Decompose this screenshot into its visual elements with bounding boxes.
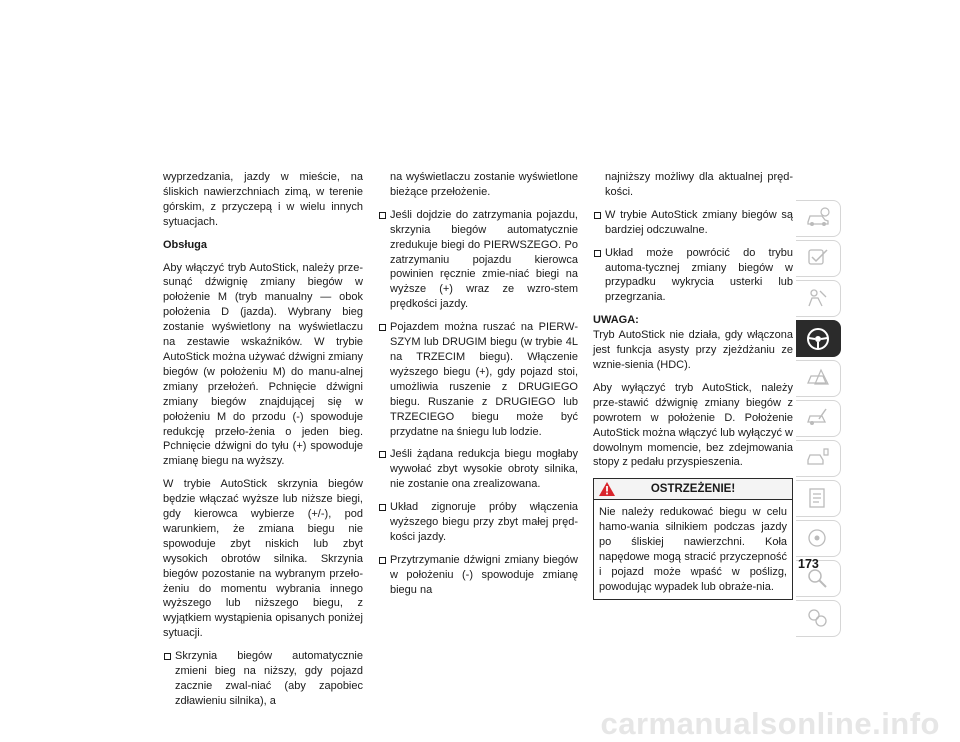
- tab-specifications[interactable]: [796, 480, 841, 517]
- bullet-item: [378, 553, 578, 598]
- bullet-square-icon: [594, 212, 601, 219]
- note-text: Tryb AutoStick nie działa, gdy włączona jest funkcja asysty przy zjeżdżaniu ze wznie-sienia (HDC).: [593, 329, 793, 371]
- maintenance-icon: [806, 447, 830, 469]
- bullet-item: [378, 500, 578, 545]
- car-info-icon: [806, 207, 830, 229]
- page-number: 173: [798, 557, 819, 571]
- tab-car-info[interactable]: [796, 200, 841, 237]
- tab-safety[interactable]: [796, 280, 841, 317]
- warning-text: Nie należy redukować biegu w celu hamo-wania silnikiem podczas jazdy po śliskiej nawierzchni. Koła napędowe mogą stracić przyczepność i pojazd może wpaść w poślizg, powodując wypadek lub obraże-nia.: [599, 506, 787, 593]
- language-icon: [806, 607, 830, 629]
- bullet-text: Jeśli żądana redukcja biegu mogłaby wywołać zbyt wysokie obroty silnika, nie zostanie ona zrealizowana.: [390, 448, 578, 491]
- bullet-item: [163, 649, 363, 709]
- tab-warning-lights[interactable]: [796, 360, 841, 397]
- bullet-square-icon: [164, 653, 171, 660]
- bullet-text: Pojazdem można ruszać na PIERW-SZYM lub DRUGIM biegu (w trybie 4L na TRZECIM biegu). Włączenie wyższego biegu (+), gdy pojazd stoi, umożliwia ruszenie z DRUGIEGO biegu. Ruszanie z DRUGIEGO lub TRZECIEGO biegu może być przydatne na śniegu lub lodzie.: [390, 321, 578, 438]
- bullet-item: [378, 208, 578, 312]
- bullet-square-icon: [379, 504, 386, 511]
- paragraph: Aby wyłączyć tryb AutoStick, należy prze-stawić dźwignię zmiany biegów z powrotem w położenie D. Położenie AutoStick można włączyć lub wyłączyć w dowolnym momencie, bez zdejmowania stopy z pedału przyspieszenia.: [593, 381, 793, 469]
- specs-icon: [806, 487, 830, 509]
- tab-languages[interactable]: [796, 600, 841, 637]
- warning-box: [593, 478, 793, 599]
- bullet-text: W trybie AutoStick zmiany biegów są bardziej odczuwalne.: [605, 208, 793, 236]
- column-1: [163, 170, 363, 717]
- bullet-item: [593, 246, 793, 306]
- bullet-item: [378, 320, 578, 439]
- paragraph: Aby włączyć tryb AutoStick, należy prze-sunąć dźwignię zmiany biegów w położenie M (tryb manualny — obok położenia D (jazda). Wybrany bieg zostanie wyświetlony na wyświetlaczu na zestawie wskaźników. W trybie AutoStick można używać dźwigni zmiany biegów (w położeniu M) do manu-alnej zmiany przełożeń. Pchnięcie dźwigni zmiany biegów znajdującej się w położeniu M do przodu (-) spowoduje redukcję przeło-żenia o jeden bieg. Pchnięcie dźwigni do tyłu (+) spowoduje zmianę biegu na wyższy.: [163, 261, 363, 468]
- warning-light-icon: [806, 367, 830, 389]
- tab-maintenance[interactable]: [796, 440, 841, 477]
- tab-starting-and-operating[interactable]: [796, 320, 841, 357]
- warning-triangle-icon: [598, 481, 616, 497]
- tab-controls[interactable]: [796, 240, 841, 277]
- controls-icon: [806, 247, 830, 269]
- bullet-text: Układ zignoruje próby włączenia wyższego biegu przy zbyt małej pręd-kości jazdy.: [390, 501, 578, 543]
- steering-wheel-icon: [806, 327, 830, 351]
- tab-service[interactable]: [796, 400, 841, 437]
- paragraph: wyprzedzania, jazdy w mieście, na śliskich nawierzchniach zimą, w terenie górskim, z przyczepą i w wielu innych sytuacjach.: [163, 171, 363, 228]
- section-heading: Obsługa: [163, 238, 208, 251]
- warning-header: [594, 479, 792, 500]
- column-3: [593, 170, 793, 600]
- bullet-item: [593, 208, 793, 238]
- safety-icon: [806, 287, 830, 309]
- bullet-text: Układ może powrócić do trybu automa-tycznej zmiany biegów w przypadku wykrycia usterki lub przegrzania.: [605, 246, 793, 304]
- multimedia-icon: [806, 527, 830, 549]
- paragraph: W trybie AutoStick skrzynia biegów będzie włączać wyższe lub niższe biegi, gdy kierowca wybierze (+/-), pod warunkiem, że zmiana biegu nie spowoduje zbyt niskich lub zbyt wysokich obrotów silnika. Skrzynia biegów pozostanie na wybranym przeło-żeniu do momentu wybrania innego wyższego lub niższego biegu, z wyjątkiem wystąpienia opisanych poniżej sytuacji.: [163, 478, 363, 640]
- tab-multimedia[interactable]: [796, 520, 841, 557]
- bullet-square-icon: [379, 324, 386, 331]
- bullet-item: [378, 447, 578, 492]
- warning-title: OSTRZEŻENIE!: [650, 483, 736, 496]
- bullet-square-icon: [379, 451, 386, 458]
- bullet-text: Przytrzymanie dźwigni zmiany biegów w położeniu (-) spowoduje zmianę biegu na: [390, 553, 578, 596]
- watermark: carmanualsonline.info: [600, 706, 940, 741]
- bullet-text: Jeśli dojdzie do zatrzymania pojazdu, skrzynia biegów automatycznie zredukuje biegi do PIERWSZEGO. Po zatrzymaniu pojazdu kierowca powinien ręcznie zmie-niać biegi na wyższe (+) wraz ze wzro-stem prędkości jazdy.: [390, 208, 578, 311]
- column-2: [378, 170, 578, 606]
- bullet-continuation: na wyświetlaczu zostanie wyświetlone bieżące przełożenie.: [390, 171, 578, 198]
- bullet-square-icon: [594, 250, 601, 257]
- chapter-tabs: [796, 200, 844, 640]
- bullet-continuation: najniższy możliwy dla aktualnej pręd-kości.: [605, 171, 793, 198]
- bullet-square-icon: [379, 557, 386, 564]
- bullet-text: Skrzynia biegów automatycznie zmieni bieg na niższy, gdy pojazd zacznie zwal-niać (aby zapobiec zdławieniu silnika), a: [175, 650, 363, 707]
- note-title: UWAGA:: [593, 314, 639, 327]
- bullet-square-icon: [379, 212, 386, 219]
- service-icon: [806, 407, 830, 429]
